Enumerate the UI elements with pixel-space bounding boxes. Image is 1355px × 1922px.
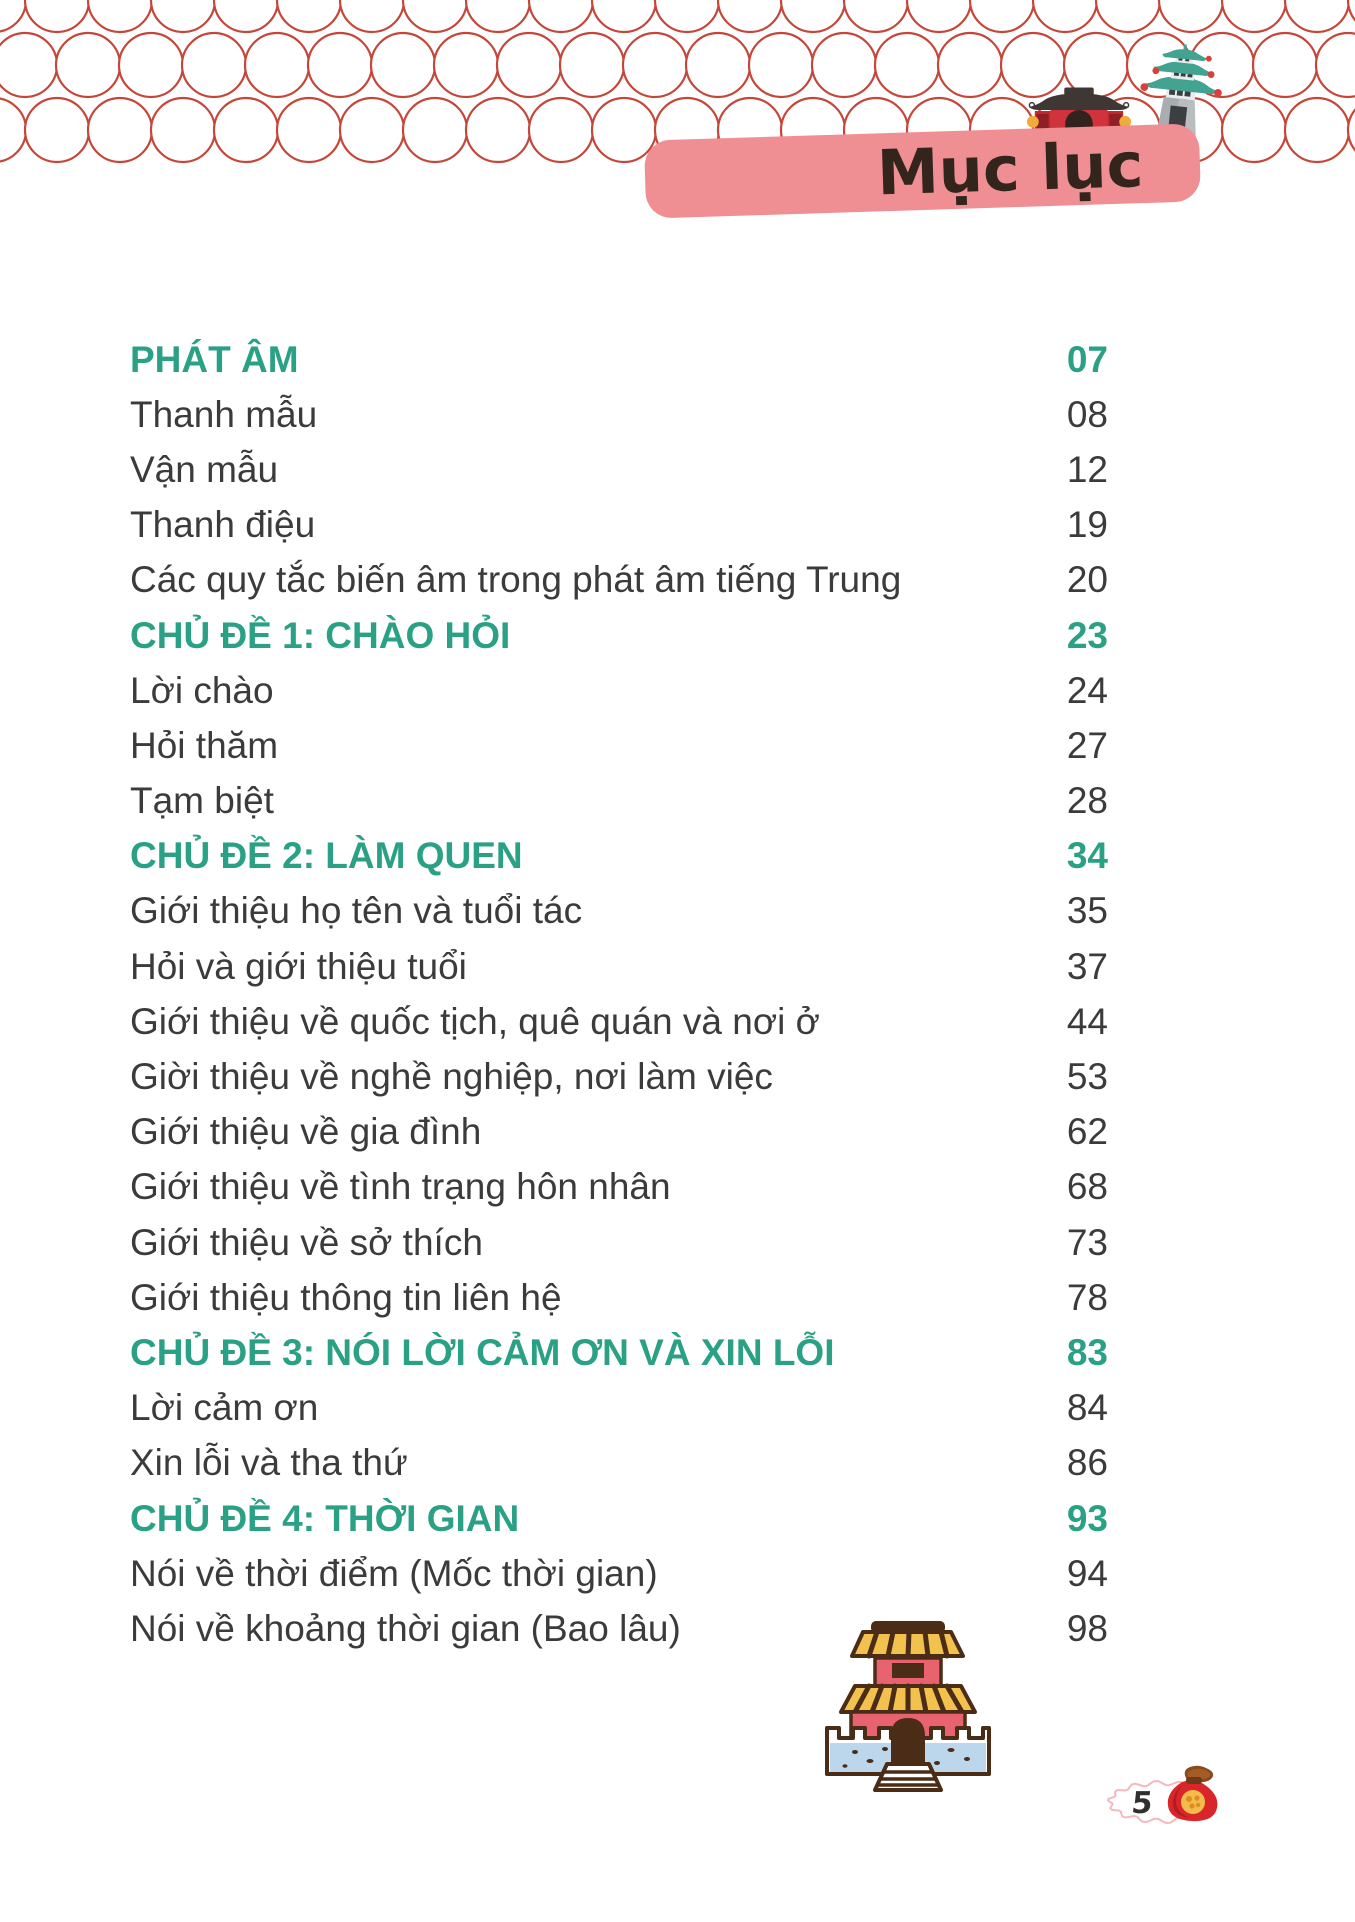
toc-entry-page: 34 xyxy=(1066,835,1108,877)
toc-entry-page: 84 xyxy=(1066,1387,1108,1429)
toc-entry-page: 86 xyxy=(1066,1442,1108,1484)
toc-entry-label: Giời thiệu về nghề nghiệp, nơi làm việc xyxy=(130,1056,773,1098)
toc-list xyxy=(130,332,1108,1657)
toc-entry-label: Giới thiệu về gia đình xyxy=(130,1111,482,1153)
title-banner xyxy=(644,123,1201,218)
toc-entry-page: 83 xyxy=(1066,1331,1108,1373)
toc-entry-page: 78 xyxy=(1066,1276,1108,1318)
toc-entry-label: Lời cảm ơn xyxy=(130,1387,319,1429)
toc-entry-label: CHỦ ĐỀ 4: THỜI GIAN xyxy=(130,1497,520,1539)
toc-entry-label: Xin lỗi và tha thứ xyxy=(130,1442,408,1484)
toc-entry-page: 94 xyxy=(1066,1552,1108,1594)
toc-row xyxy=(130,994,1108,1049)
toc-entry-label: CHỦ ĐỀ 1: CHÀO HỎI xyxy=(130,614,511,656)
toc-row xyxy=(130,1491,1108,1546)
toc-row xyxy=(130,884,1108,939)
toc-entry-page: 93 xyxy=(1066,1497,1108,1539)
toc-row xyxy=(130,1546,1108,1601)
toc-entry-label: CHỦ ĐỀ 2: LÀM QUEN xyxy=(130,835,523,877)
toc-entry-label: Nói về thời điểm (Mốc thời gian) xyxy=(130,1552,658,1594)
toc-entry-page: 20 xyxy=(1066,559,1108,601)
toc-entry-label: Giới thiệu về tình trạng hôn nhân xyxy=(130,1166,671,1208)
toc-entry-label: Hỏi thăm xyxy=(130,724,279,766)
toc-entry-label: CHỦ ĐỀ 3: NÓI LỜI CẢM ƠN VÀ XIN LỖI xyxy=(130,1331,835,1373)
toc-entry-label: Tạm biệt xyxy=(130,780,274,822)
toc-entry-label: Nói về khoảng thời gian (Bao lâu) xyxy=(130,1607,681,1649)
toc-entry-label: PHÁT ÂM xyxy=(130,338,299,380)
toc-entry-page: 37 xyxy=(1066,945,1108,987)
toc-entry-page: 44 xyxy=(1066,1000,1108,1042)
toc-entry-page: 19 xyxy=(1066,504,1108,546)
toc-entry-label: Các quy tắc biến âm trong phát âm tiếng Trung xyxy=(130,559,902,601)
toc-row xyxy=(130,332,1108,387)
toc-row xyxy=(130,718,1108,773)
page-title: Mục lục xyxy=(875,127,1145,209)
toc-entry-label: Hỏi và giới thiệu tuổi xyxy=(130,945,467,987)
toc-row xyxy=(130,774,1108,829)
toc-entry-page: 12 xyxy=(1066,448,1108,490)
toc-row xyxy=(130,1049,1108,1104)
toc-entry-page: 07 xyxy=(1066,338,1108,380)
money-bag-icon xyxy=(1162,1764,1226,1828)
toc-entry-page: 68 xyxy=(1066,1166,1108,1208)
toc-entry-page: 62 xyxy=(1066,1111,1108,1153)
toc-entry-label: Thanh mẫu xyxy=(130,393,318,435)
toc-row xyxy=(130,1436,1108,1491)
toc-entry-label: Giới thiệu thông tin liên hệ xyxy=(130,1276,562,1318)
toc-row xyxy=(130,1160,1108,1215)
toc-entry-page: 35 xyxy=(1066,890,1108,932)
toc-row xyxy=(130,1215,1108,1270)
toc-row xyxy=(130,387,1108,442)
toc-row xyxy=(130,1381,1108,1436)
toc-entry-label: Giới thiệu về quốc tịch, quê quán và nơi ở xyxy=(130,1000,820,1042)
toc-row xyxy=(130,1270,1108,1325)
toc-row xyxy=(130,498,1108,553)
toc-entry-page: 98 xyxy=(1066,1607,1108,1649)
toc-entry-label: Lời chào xyxy=(130,669,274,711)
toc-entry-label: Giới thiệu về sở thích xyxy=(130,1221,483,1263)
toc-entry-label: Thanh điệu xyxy=(130,504,316,546)
toc-entry-page: 23 xyxy=(1066,614,1108,656)
toc-entry-page: 27 xyxy=(1066,724,1108,766)
footer-page-number: 5 xyxy=(1129,1786,1155,1821)
toc-entry-page: 24 xyxy=(1066,669,1108,711)
toc-row xyxy=(130,1105,1108,1160)
toc-row xyxy=(130,939,1108,994)
toc-entry-page: 08 xyxy=(1066,393,1108,435)
toc-row xyxy=(130,829,1108,884)
toc-entry-label: Giới thiệu họ tên và tuổi tác xyxy=(130,890,583,932)
toc-row xyxy=(130,608,1108,663)
toc-row xyxy=(130,442,1108,497)
toc-entry-page: 28 xyxy=(1066,780,1108,822)
toc-row xyxy=(130,663,1108,718)
gate-tower-icon xyxy=(815,1616,1000,1793)
toc-row xyxy=(130,1325,1108,1380)
toc-row xyxy=(130,553,1108,608)
toc-entry-page: 73 xyxy=(1066,1221,1108,1263)
toc-entry-page: 53 xyxy=(1066,1056,1108,1098)
toc-entry-label: Vận mẫu xyxy=(130,448,279,490)
